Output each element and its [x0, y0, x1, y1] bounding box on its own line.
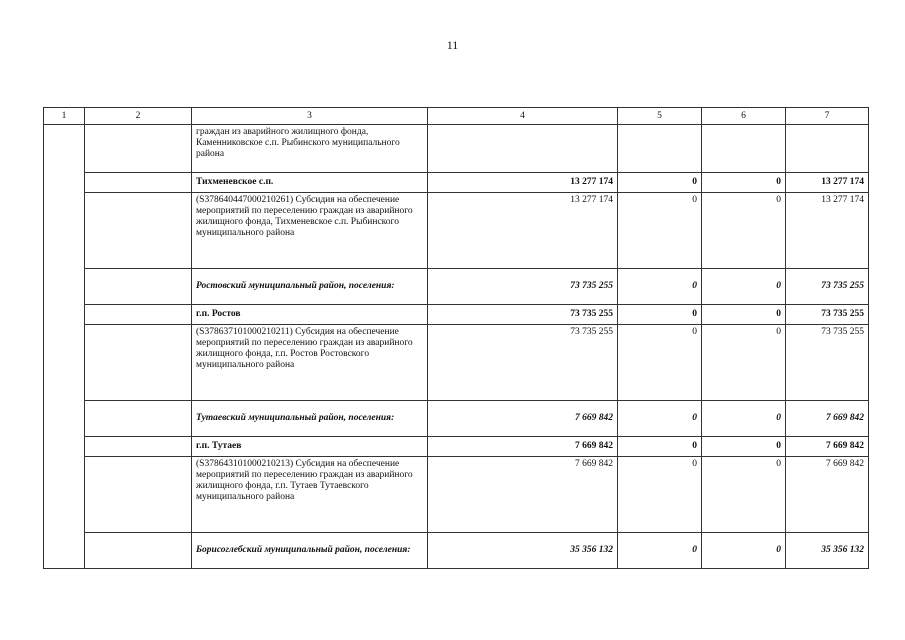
table-row: [44, 401, 869, 437]
cell-col7: 73 735 255: [786, 305, 869, 325]
cell-col7: 13 277 174: [786, 173, 869, 193]
cell-col5: [618, 125, 702, 173]
cell-col4: 73 735 255: [428, 305, 618, 325]
table-row: [44, 305, 869, 325]
table-row: [44, 325, 869, 401]
table-row: [44, 457, 869, 533]
cell-col4: 73 735 255: [428, 269, 618, 305]
cell-col2: [85, 533, 192, 569]
cell-col7: 7 669 842: [786, 437, 869, 457]
row-name: г.п. Тутаев: [192, 437, 428, 457]
row-name: Тутаевский муниципальный район, поселения:: [192, 401, 428, 437]
cell-col5: 0: [618, 325, 702, 401]
cell-col1: [44, 457, 85, 533]
header-col-2: 2: [85, 108, 192, 125]
table-row: [44, 533, 869, 569]
cell-col7: 7 669 842: [786, 401, 869, 437]
cell-col6: 0: [702, 173, 786, 193]
row-name: (S378643101000210213) Субсидия на обеспечение мероприятий по переселению граждан из аварийного жилищного фонда, г.п. Тутаев Тутаевского муниципального района: [192, 457, 428, 533]
cell-col6: 0: [702, 193, 786, 269]
cell-col4: [428, 125, 618, 173]
header-col-4: 4: [428, 108, 618, 125]
table-row: [44, 173, 869, 193]
cell-col7: 13 277 174: [786, 193, 869, 269]
cell-col2: [85, 173, 192, 193]
cell-col1: [44, 193, 85, 269]
header-col-5: 5: [618, 108, 702, 125]
cell-col7: 73 735 255: [786, 325, 869, 401]
cell-col4: 7 669 842: [428, 457, 618, 533]
table-row: [44, 437, 869, 457]
cell-col1: [44, 125, 85, 173]
cell-col2: [85, 401, 192, 437]
cell-col1: [44, 401, 85, 437]
cell-col4: 35 356 132: [428, 533, 618, 569]
cell-col1: [44, 533, 85, 569]
header-col-6: 6: [702, 108, 786, 125]
header-col-1: 1: [44, 108, 85, 125]
cell-col1: [44, 173, 85, 193]
row-name: (S378637101000210211) Субсидия на обеспечение мероприятий по переселению граждан из аварийного жилищного фонда, г.п. Ростов Ростовского муниципального района: [192, 325, 428, 401]
row-name: Тихменевское с.п.: [192, 173, 428, 193]
cell-col5: 0: [618, 193, 702, 269]
cell-col5: 0: [618, 305, 702, 325]
cell-col4: 13 277 174: [428, 193, 618, 269]
cell-col2: [85, 437, 192, 457]
cell-col2: [85, 325, 192, 401]
row-name: Ростовский муниципальный район, поселения:: [192, 269, 428, 305]
cell-col1: [44, 305, 85, 325]
cell-col2: [85, 125, 192, 173]
row-name: Борисоглебский муниципальный район, поселения:: [192, 533, 428, 569]
cell-col5: 0: [618, 269, 702, 305]
cell-col7: 35 356 132: [786, 533, 869, 569]
cell-col2: [85, 269, 192, 305]
cell-col4: 13 277 174: [428, 173, 618, 193]
cell-col6: [702, 125, 786, 173]
header-col-7: 7: [786, 108, 869, 125]
page-number: 11: [446, 38, 459, 52]
cell-col5: 0: [618, 533, 702, 569]
table-row: [44, 193, 869, 269]
cell-col5: 0: [618, 437, 702, 457]
cell-col6: 0: [702, 325, 786, 401]
cell-col7: 7 669 842: [786, 457, 869, 533]
cell-col1: [44, 437, 85, 457]
cell-col6: 0: [702, 533, 786, 569]
cell-col5: 0: [618, 401, 702, 437]
row-name: граждан из аварийного жилищного фонда, Каменниковское с.п. Рыбинского муниципального района: [192, 125, 428, 173]
cell-col4: 7 669 842: [428, 401, 618, 437]
row-name: г.п. Ростов: [192, 305, 428, 325]
table-row: [44, 269, 869, 305]
cell-col6: 0: [702, 305, 786, 325]
cell-col5: 0: [618, 457, 702, 533]
cell-col4: 73 735 255: [428, 325, 618, 401]
row-name: (S378640447000210261) Субсидия на обеспечение мероприятий по переселению граждан из аварийного жилищного фонда, Тихменевское с.п. Рыбинского муниципального района: [192, 193, 428, 269]
cell-col6: 0: [702, 457, 786, 533]
header-col-3: 3: [192, 108, 428, 125]
cell-col2: [85, 193, 192, 269]
cell-col2: [85, 305, 192, 325]
cell-col6: 0: [702, 401, 786, 437]
cell-col6: 0: [702, 269, 786, 305]
header-row: [44, 108, 869, 125]
cell-col7: 73 735 255: [786, 269, 869, 305]
table-row: [44, 125, 869, 173]
cell-col1: [44, 269, 85, 305]
cell-col5: 0: [618, 173, 702, 193]
budget-table: [43, 107, 869, 569]
cell-col4: 7 669 842: [428, 437, 618, 457]
cell-col7: [786, 125, 869, 173]
cell-col2: [85, 457, 192, 533]
cell-col1: [44, 325, 85, 401]
cell-col6: 0: [702, 437, 786, 457]
